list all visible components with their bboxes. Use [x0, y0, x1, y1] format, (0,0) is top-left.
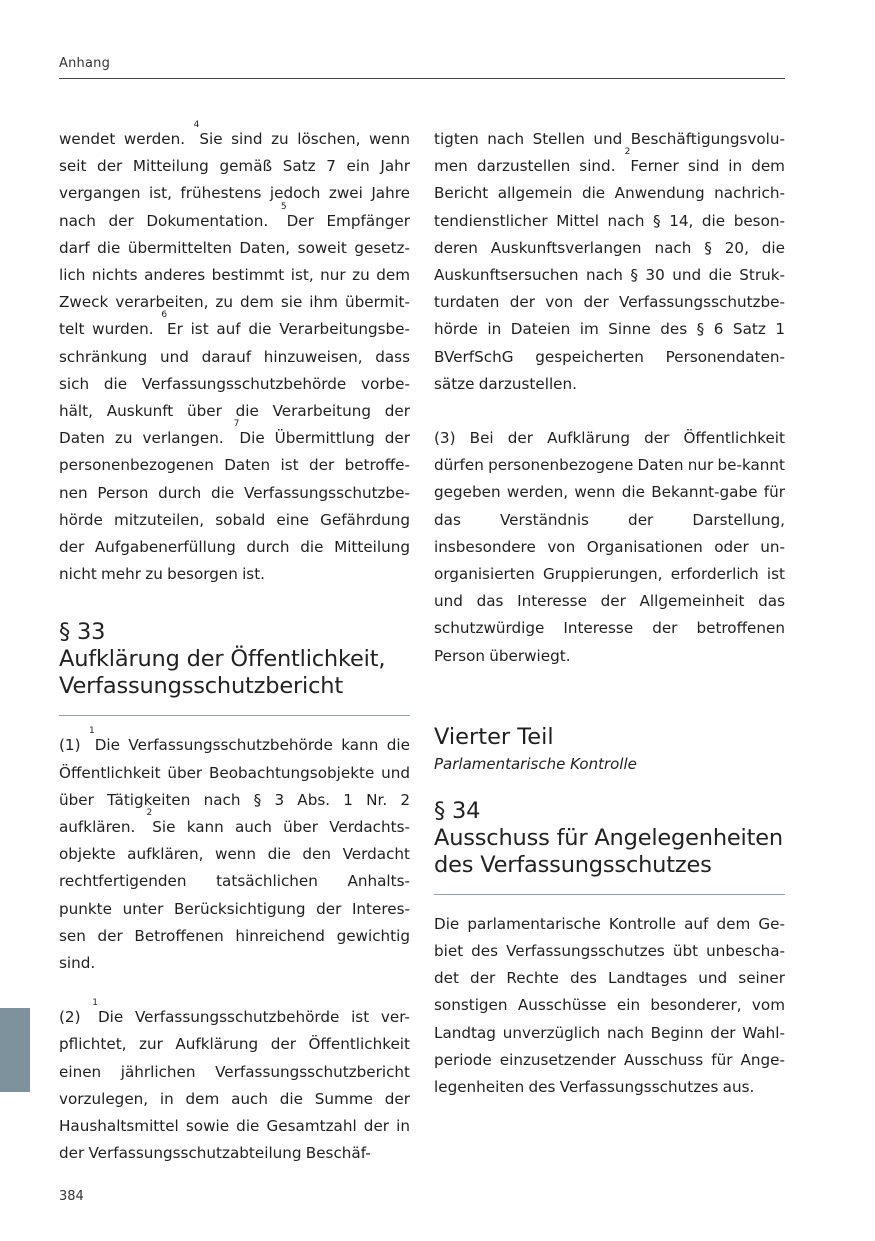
- part-subtitle: Parlamentarische Kontrolle: [434, 754, 637, 773]
- paragraph-3: (3) Bei der Aufklärung der Öffentlichkeit dürfen personenbezogene Daten nur be-kannt gegeben werden, wenn die Bekannt-gabe für das Verständnis der Darstellung, insbesondere von Organisationen oder un-organisierten Gruppierungen, erforderlich ist und das Interesse der Allgemeinheit das schutzwürdige Interesse der betroffenen Person überwiegt.: [434, 429, 785, 665]
- left-column: [59, 120, 410, 1168]
- section-title-line2: Verfassungsschutzbericht: [59, 673, 343, 700]
- right-column: [434, 126, 785, 1101]
- section-number: § 34: [434, 797, 481, 824]
- section-title-line1: Aufklärung der Öffentlichkeit,: [59, 646, 386, 673]
- running-header: Anhang: [59, 56, 111, 71]
- section-33-heading: [59, 619, 410, 700]
- section-title-line1: Ausschuss für Angelegenheiten: [434, 824, 783, 851]
- paragraph-1: (1) $^1$Die Verfassungsschutzbehörde kann die Öffentlichkeit über Beobachtungsobjekte und über Tätigkeiten nach § 3 Abs. 1 Nr. 2 aufklären. $^2$Sie kann auch über Verdachts-objekte aufklären, wenn die den Verdacht rechtfertigenden tatsächlichen Anhalts-punkte unter Berücksichtigung der Interes-sen der Betroffenen hinreichend gewichtig sind.: [59, 726, 410, 973]
- paragraph-34: Die parlamentarische Kontrolle auf dem Ge-biet des Verfassungsschutzes übt unbescha-det der Rechte des Landtages und seiner sonstigen Ausschüsse ein besonderer, vom Landtag unverzüglich nach Beginn der Wahl-periode einzusetzender Ausschuss für Ange-legenheiten des Verfassungsschutzes aus.: [434, 914, 785, 1097]
- section-title-line2: des Verfassungsschutzes: [434, 851, 712, 878]
- part-title: Vierter Teil: [434, 723, 554, 750]
- section-number: § 33: [59, 619, 106, 646]
- continued-paragraph: wendet werden. $^4$Sie sind zu löschen, wenn seit der Mitteilung gemäß Satz 7 ein Jahr vergangen ist, frühestens jedoch zwei Jahre nach der Dokumentation. $^5$Der Empfänger darf die übermittelten Daten, soweit gesetz-lich nichts anderes bestimmt ist, nur zu dem Zweck verarbeiten, zu dem sie ihm übermit-telt wurden. $^6$Er ist auf die Verarbeitungsbe-schränkung und darauf hinzuweisen, dass sich die Verfassungsschutzbehörde vorbe-hält, Auskunft über die Verarbeitung der Daten zu verlangen. $^7$Die Übermittlung der personenbezogenen Daten ist der betroffe-nen Person durch die Verfassungsschutzbe-hörde mitzuteilen, sobald eine Gefährdung der Aufgabenerfüllung durch die Mitteilung nicht mehr zu besorgen ist.: [59, 120, 410, 584]
- page-number: 384: [59, 1189, 84, 1204]
- chapter-side-tab: [0, 1008, 30, 1092]
- paragraph-2-continued: tigten nach Stellen und Beschäftigungsvolu-men darzustellen sind. $^2$Ferner sind in dem Bericht allgemein die Anwendung nachrich-tendienstlicher Mittel nach § 14, die beson-deren Auskunftsverlangen nach § 20, die Auskunftsersuchen nach § 30 und die Struk-turdaten der von der Verfassungsschutzbe-hörde in Dateien im Sinne des § 6 Satz 1 BVerfSchG gespeicherten Personendaten-sätze darzustellen.: [434, 130, 785, 393]
- paragraph-2: (2) $^1$Die Verfassungsschutzbehörde ist ver-pflichtet, zur Aufklärung der Öffentlichkeit einen jährlichen Verfassungsschutzbericht vorzulegen, in dem auch die Summe der Haushaltsmittel sowie die Gesamtzahl der in der Verfassungsschutzabteilung Beschäf-: [59, 998, 410, 1163]
- header-divider: [59, 78, 785, 79]
- section-34-heading: [434, 798, 785, 879]
